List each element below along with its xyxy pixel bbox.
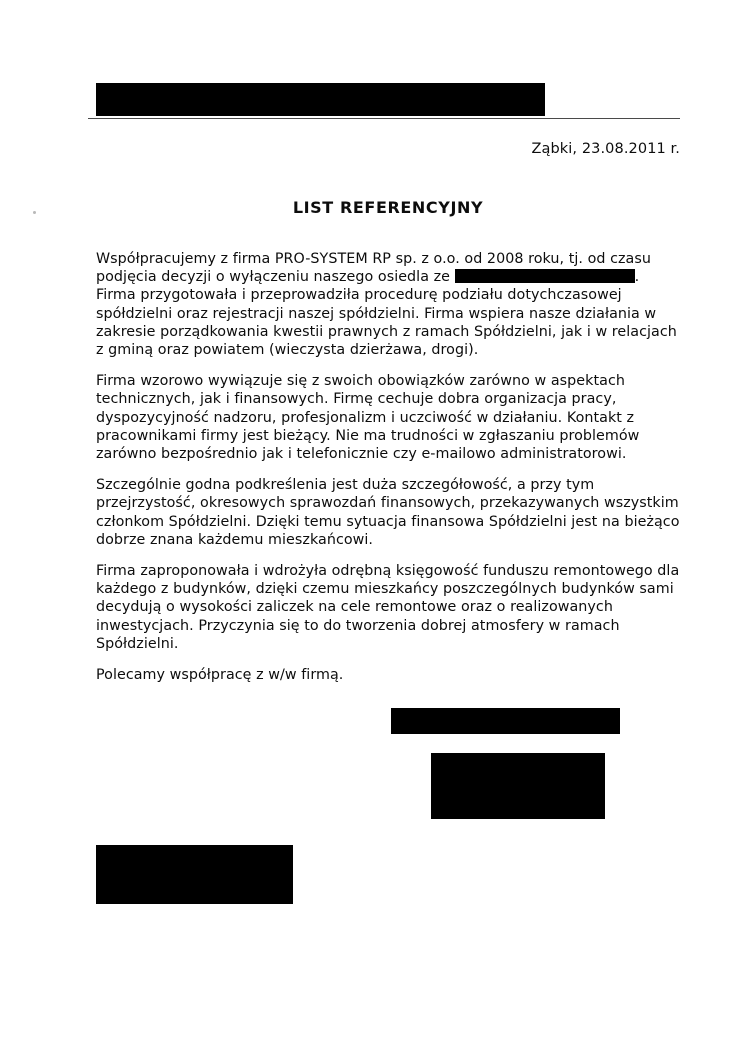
redaction-block-footer — [96, 845, 293, 904]
paragraph-3: Szczególnie godna podkreślenia jest duża szczegółowość, a przy tym przejrzystość, okresowych sprawozdań finansowych, przekazywanych wszystkim członkom Spółdzielni. Dzięki temu sytuacja finansowa Spółdzielni jest na bieżąco dobrze znana każdemu mieszkańcowi. — [96, 477, 680, 548]
redaction-block-signature-line — [391, 708, 620, 734]
paragraph-5-closing: Polecamy współpracę z w/w firmą. — [96, 667, 344, 684]
redaction-block-stamp — [431, 753, 605, 819]
paragraph-1 — [96, 250, 682, 359]
redaction-block-letterhead — [96, 83, 545, 116]
page-title: LIST REFERENCYJNY — [292, 198, 484, 217]
scan-artifact-speck — [33, 211, 36, 214]
paragraph-4: Firma zaproponowała i wdrożyła odrębną księgowość funduszu remontowego dla każdego z budynków, dzięki czemu mieszkańcy poszczególnych budynków sami decydują o wysokości zaliczek na cele remontowe oraz o realizowanych inwestycjach. Przyczynia się to do tworzenia dobrej atmosfery w ramach Spółdzielni. — [96, 563, 680, 652]
letter-body — [96, 250, 682, 684]
redaction-block-inline-estate-name — [455, 269, 635, 283]
paragraph-1-text-after-redaction: . Firma przygotowała i przeprowadziła procedurę podziału dotychczasowej spółdzielni oraz rejestracji naszej spółdzielni. Firma wspiera nasze działania w zakresie porządkowania kwestii prawnych z ramach Spółdzielni, jak i w relacjach z gminą oraz powiatem (wieczysta dzierżawa, drogi). — [96, 269, 677, 359]
paragraph-1-text-before-redaction: Współpracujemy z firma PRO-SYSTEM RP sp. z o.o. od 2008 roku, tj. od czasu podjęcia decyzji o wyłączeniu naszego osiedla ze — [96, 251, 651, 286]
letterhead-divider — [88, 118, 680, 119]
date-line: Ząbki, 23.08.2011 r. — [531, 141, 680, 157]
paragraph-2: Firma wzorowo wywiązuje się z swoich obowiązków zarówno w aspektach technicznych, jak i finansowych. Firmę cechuje dobra organizacja pracy, dyspozycyjność nadzoru, profesjonalizm i uczciwość w działaniu. Kontakt z pracownikami firmy jest bieżący. Nie ma trudności w zgłaszaniu problemów zarówno bezpośrednio jak i telefonicznie czy e-mailowo administratorowi. — [96, 373, 640, 463]
